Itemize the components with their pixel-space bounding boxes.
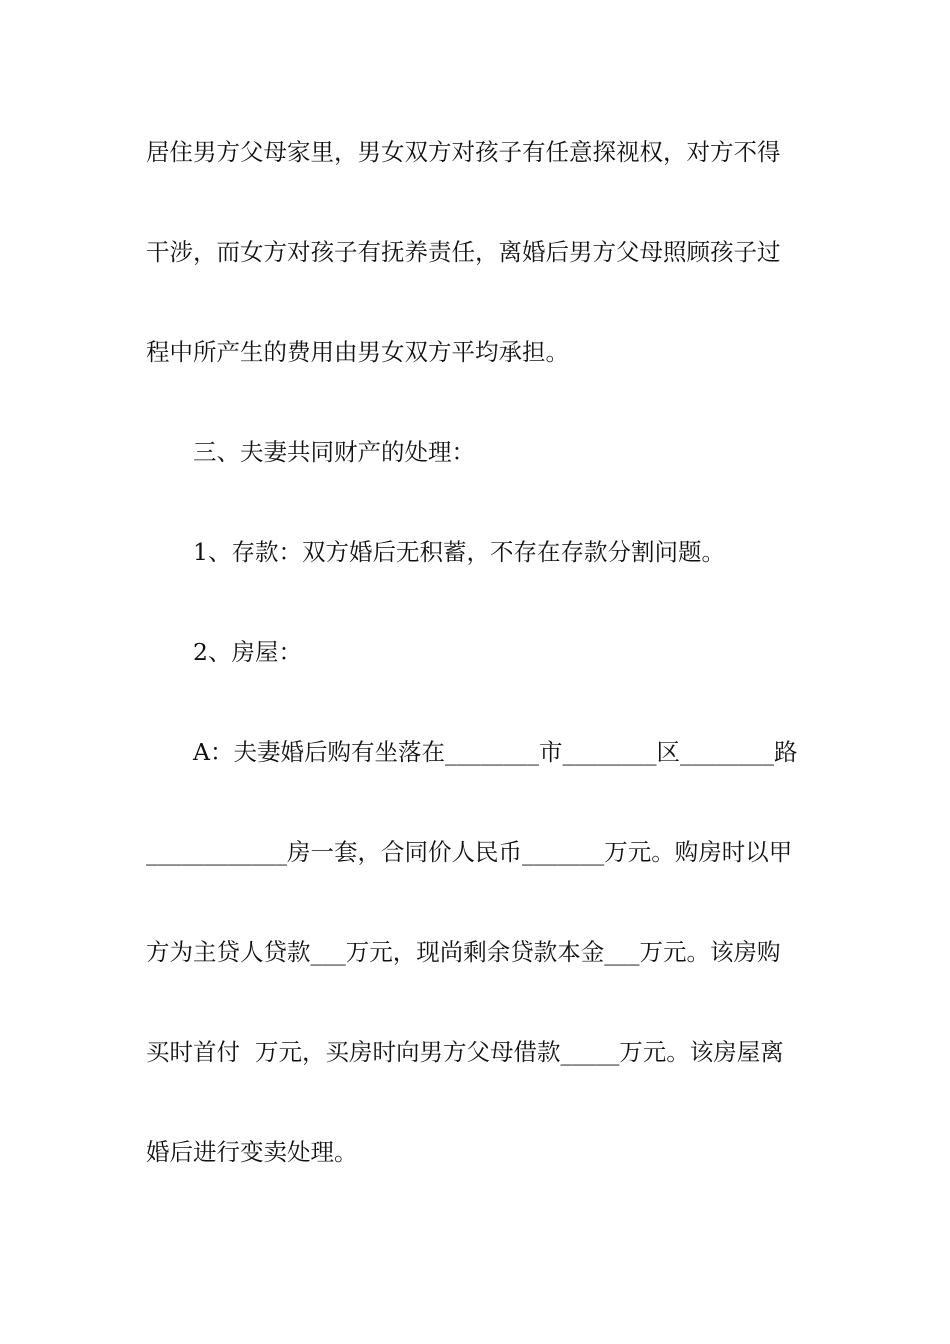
housing-line-a2: ____________房一套，合同价人民币_______万元。购房时以甲: [146, 838, 793, 866]
housing-line-a5: 婚后进行变卖处理。: [146, 1138, 358, 1166]
item-housing: 2、房屋：: [193, 638, 302, 666]
paragraph-line-2: 干涉，而女方对孩子有抚养责任，离婚后男方父母照顾孩子过: [146, 238, 781, 266]
housing-line-a3: 方为主贷人贷款___万元，现尚剩余贷款本金___万元。该房购: [146, 938, 781, 966]
paragraph-line-3: 程中所产生的费用由男女双方平均承担。: [146, 338, 569, 366]
paragraph-line-1: 居住男方父母家里，男女双方对孩子有任意探视权，对方不得: [146, 138, 781, 166]
housing-line-a1: A：夫妻婚后购有坐落在________市________区________路: [193, 738, 798, 766]
housing-line-a4: 买时首付 万元，买房时向男方父母借款_____万元。该房屋离: [146, 1038, 784, 1066]
section-heading-3: 三、夫妻共同财产的处理：: [193, 438, 475, 466]
item-savings: 1、存款：双方婚后无积蓄，不存在存款分割问题。: [193, 538, 725, 566]
